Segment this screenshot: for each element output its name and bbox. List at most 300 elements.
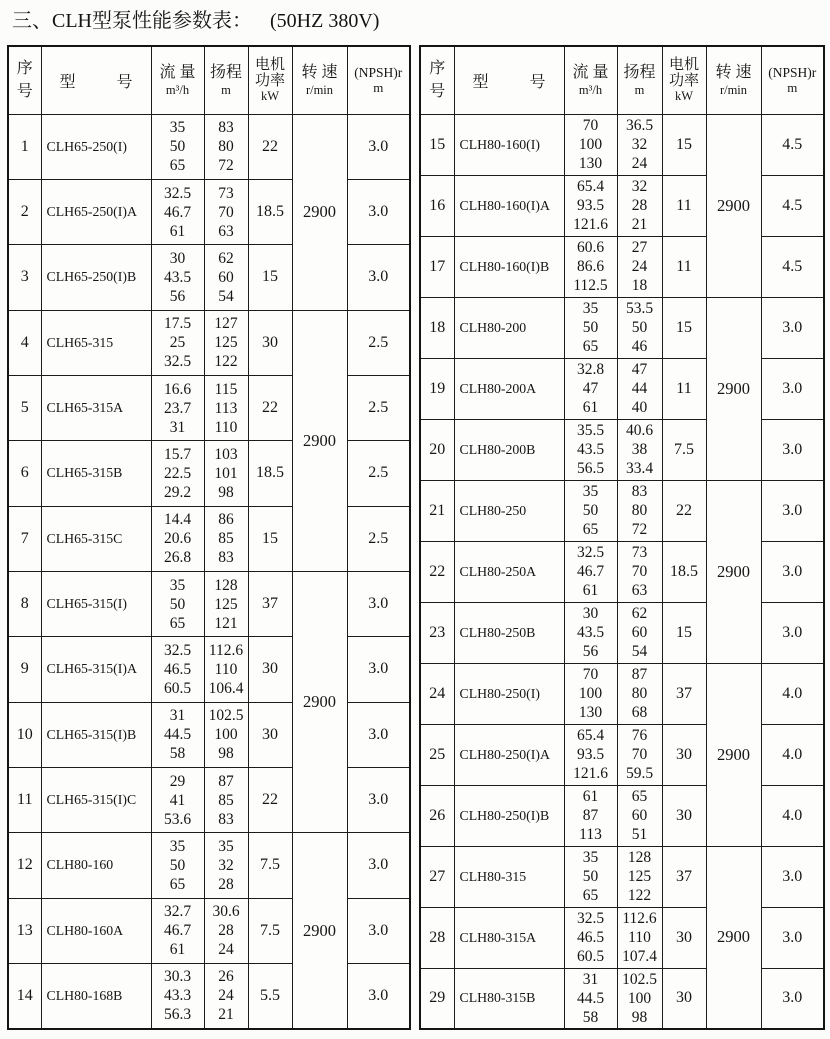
row-number-cell: 11 — [8, 767, 41, 832]
head-value: 72 — [218, 157, 234, 175]
head-value: 59.5 — [625, 765, 654, 782]
flow-value: 60.5 — [576, 948, 605, 965]
npsh-cell: 3.0 — [347, 637, 410, 702]
head-value: 73 — [218, 184, 234, 202]
power-cell: 30 — [248, 637, 292, 702]
power-cell: 15 — [248, 245, 292, 310]
page-title — [0, 0, 830, 33]
flow-value: 65 — [582, 887, 599, 904]
speed-cell: 2900 — [292, 571, 347, 832]
flow-unit: m³/h — [165, 83, 190, 98]
title-text: 三、CLH型泵性能参数表： — [12, 10, 252, 32]
flow-values-cell — [564, 480, 617, 541]
head-values-cell — [204, 767, 248, 832]
header-row — [420, 46, 824, 114]
power-cell: 37 — [248, 571, 292, 636]
model-cell: CLH80-160(I)B — [454, 236, 564, 297]
head-value: 60 — [631, 807, 648, 824]
head-value: 72 — [631, 521, 648, 538]
power-cell: 37 — [662, 846, 706, 907]
head-value: 63 — [218, 222, 234, 240]
row-number-cell: 21 — [420, 480, 454, 541]
speed-cell: 2900 — [292, 310, 347, 571]
head-values-cell — [617, 602, 662, 663]
head-label: 扬程 — [623, 64, 656, 82]
col-header-power — [662, 46, 706, 114]
head-value: 100 — [214, 726, 238, 744]
row-number-cell: 27 — [420, 846, 454, 907]
npsh-cell: 3.0 — [347, 702, 410, 767]
model-cell: CLH80-200 — [454, 297, 564, 358]
head-value: 76 — [631, 727, 648, 744]
npsh-cell: 3.0 — [761, 419, 824, 480]
power-label: 电机功率 — [254, 56, 285, 90]
flow-value: 50 — [582, 502, 599, 519]
model-cell: CLH80-250A — [454, 541, 564, 602]
head-value: 98 — [218, 483, 234, 501]
flow-value: 61 — [169, 941, 186, 959]
flow-values-cell — [151, 963, 204, 1029]
col-header-head — [204, 46, 248, 114]
npsh-cell: 3.0 — [347, 898, 410, 963]
model-cell: CLH65-315(I)A — [41, 637, 151, 702]
flow-value: 43.3 — [163, 987, 192, 1005]
flow-value: 56 — [582, 643, 599, 660]
flow-value: 31 — [169, 707, 186, 725]
row-number-cell: 28 — [420, 907, 454, 968]
power-cell: 18.5 — [662, 541, 706, 602]
power-cell: 22 — [662, 480, 706, 541]
head-value: 30.6 — [212, 903, 240, 921]
head-value: 21 — [631, 216, 648, 233]
table-row — [8, 898, 410, 963]
flow-value: 121.6 — [573, 216, 608, 233]
head-value: 122 — [627, 887, 652, 904]
row-number-cell: 16 — [420, 175, 454, 236]
flow-value: 56 — [169, 287, 186, 305]
head-value: 62 — [218, 249, 234, 267]
head-values-cell — [204, 833, 248, 898]
flow-value: 112.5 — [573, 277, 608, 294]
col-header-speed — [706, 46, 761, 114]
row-number-cell: 12 — [8, 833, 41, 898]
flow-values-cell — [151, 245, 204, 310]
head-value: 110 — [214, 660, 238, 678]
head-values-cell — [204, 245, 248, 310]
col-header-model — [41, 46, 151, 114]
power-cell: 11 — [662, 236, 706, 297]
flow-value: 22.5 — [163, 464, 192, 482]
head-value: 122 — [214, 353, 238, 371]
npsh-cell: 4.5 — [761, 175, 824, 236]
head-value: 107.4 — [622, 948, 657, 965]
head-value: 87 — [218, 772, 234, 790]
head-value: 128 — [627, 849, 652, 866]
table-row — [420, 846, 824, 907]
head-value: 24 — [631, 258, 648, 275]
npsh-cell: 3.0 — [761, 846, 824, 907]
power-unit: kW — [674, 89, 694, 104]
table-row — [420, 114, 824, 175]
row-number-cell: 24 — [420, 663, 454, 724]
flow-values-cell — [151, 506, 204, 571]
head-value: 40 — [631, 399, 648, 416]
row-number-cell: 20 — [420, 419, 454, 480]
flow-value: 70 — [582, 117, 599, 134]
head-value: 32 — [631, 178, 648, 195]
npsh-cell: 3.0 — [761, 541, 824, 602]
row-number-cell: 25 — [420, 724, 454, 785]
flow-value: 35 — [582, 849, 599, 866]
head-value: 36.5 — [625, 117, 654, 134]
power-cell: 15 — [662, 602, 706, 663]
power-cell: 22 — [248, 767, 292, 832]
head-value: 112.6 — [208, 641, 244, 659]
head-value: 98 — [218, 745, 234, 763]
row-number-cell: 22 — [420, 541, 454, 602]
col-header-flow — [151, 46, 204, 114]
head-value: 26 — [218, 968, 234, 986]
model-cell: CLH65-315(I) — [41, 571, 151, 636]
npsh-unit: m — [787, 80, 798, 96]
head-value: 46 — [631, 338, 648, 355]
head-value: 106.4 — [208, 679, 244, 697]
row-number-cell: 19 — [420, 358, 454, 419]
head-value: 54 — [218, 287, 234, 305]
flow-values-cell — [564, 724, 617, 785]
model-cell: CLH65-250(I) — [41, 114, 151, 179]
model-cell: CLH65-315 — [41, 310, 151, 375]
table-row — [8, 245, 410, 310]
table-row — [420, 602, 824, 663]
flow-value: 15.7 — [163, 445, 192, 463]
col-header-model — [454, 46, 564, 114]
flow-values-cell — [564, 114, 617, 175]
head-value: 121 — [214, 614, 238, 632]
head-values-cell — [204, 375, 248, 440]
head-value: 128 — [214, 576, 238, 594]
flow-values-cell — [564, 907, 617, 968]
head-value: 28 — [631, 197, 648, 214]
model-cell: CLH80-200B — [454, 419, 564, 480]
npsh-cell: 3.0 — [347, 833, 410, 898]
npsh-cell: 3.0 — [347, 571, 410, 636]
model-cell: CLH80-160A — [41, 898, 151, 963]
head-value: 70 — [218, 203, 234, 221]
table-row — [420, 907, 824, 968]
flow-value: 20.6 — [163, 530, 192, 548]
row-number-cell: 18 — [420, 297, 454, 358]
pump-table-right — [419, 45, 825, 1030]
head-value: 83 — [218, 119, 234, 137]
flow-value: 17.5 — [163, 315, 192, 333]
power-cell: 11 — [662, 358, 706, 419]
table-row — [420, 541, 824, 602]
npsh-cell: 3.0 — [347, 963, 410, 1029]
model-cell: CLH80-250 — [454, 480, 564, 541]
table-row — [8, 702, 410, 767]
table-row — [8, 506, 410, 571]
flow-values-cell — [564, 419, 617, 480]
flow-value: 65 — [582, 338, 599, 355]
flow-value: 61 — [582, 399, 599, 416]
model-cell: CLH65-315(I)C — [41, 767, 151, 832]
head-value: 100 — [627, 989, 652, 1007]
head-value: 60 — [631, 624, 648, 641]
flow-value: 35 — [582, 300, 599, 317]
flow-value: 58 — [582, 1008, 599, 1026]
flow-value: 44.5 — [576, 989, 605, 1007]
flow-value: 26.8 — [163, 549, 192, 567]
flow-values-cell — [151, 179, 204, 244]
npsh-cell: 4.0 — [761, 663, 824, 724]
table-row — [8, 571, 410, 636]
npsh-unit: m — [373, 80, 384, 96]
flow-value: 50 — [582, 868, 599, 885]
flow-value: 65.4 — [576, 727, 605, 744]
flow-value: 32.5 — [576, 544, 605, 561]
head-value: 80 — [631, 685, 648, 702]
power-cell: 5.5 — [248, 963, 292, 1029]
npsh-cell: 3.0 — [761, 480, 824, 541]
speed-unit: r/min — [305, 83, 334, 98]
flow-value: 93.5 — [576, 746, 605, 763]
model-cell: CLH65-315C — [41, 506, 151, 571]
flow-value: 50 — [169, 595, 186, 613]
head-value: 85 — [218, 530, 234, 548]
head-values-cell — [617, 968, 662, 1029]
col-header-seq — [420, 46, 454, 114]
table-row — [8, 833, 410, 898]
flow-value: 32.5 — [576, 910, 605, 927]
col-header-head — [617, 46, 662, 114]
flow-values-cell — [151, 833, 204, 898]
head-values-cell — [204, 963, 248, 1029]
head-values-cell — [617, 907, 662, 968]
speed-cell: 2900 — [292, 114, 347, 310]
table-row — [420, 785, 824, 846]
flow-values-cell — [151, 767, 204, 832]
head-value: 27 — [631, 239, 648, 256]
header-row — [8, 46, 410, 114]
head-value: 83 — [218, 549, 234, 567]
flow-value: 65 — [169, 157, 186, 175]
table-row — [420, 358, 824, 419]
head-value: 98 — [631, 1008, 648, 1026]
head-values-cell — [617, 785, 662, 846]
head-values-cell — [617, 175, 662, 236]
flow-values-cell — [151, 114, 204, 179]
head-value: 80 — [218, 138, 234, 156]
speed-label: 转 速 — [301, 64, 338, 82]
row-number-cell: 4 — [8, 310, 41, 375]
flow-value: 61 — [582, 788, 599, 805]
flow-value: 29.2 — [163, 483, 192, 501]
flow-values-cell — [564, 358, 617, 419]
table-row — [8, 310, 410, 375]
flow-value: 61 — [582, 582, 599, 599]
head-value: 125 — [627, 868, 652, 885]
flow-value: 29 — [169, 772, 186, 790]
col-header-power — [248, 46, 292, 114]
power-cell: 11 — [662, 175, 706, 236]
npsh-cell: 3.0 — [347, 245, 410, 310]
flow-value: 56.3 — [163, 1006, 192, 1024]
head-value: 125 — [214, 334, 238, 352]
model-cell: CLH80-250(I)A — [454, 724, 564, 785]
power-cell: 30 — [248, 702, 292, 767]
npsh-cell: 3.0 — [761, 968, 824, 1029]
head-values-cell — [617, 297, 662, 358]
row-number-cell: 2 — [8, 179, 41, 244]
power-cell: 30 — [662, 785, 706, 846]
flow-value: 43.5 — [163, 268, 192, 286]
row-number-cell: 8 — [8, 571, 41, 636]
table-row — [420, 968, 824, 1029]
flow-value: 44.5 — [163, 726, 192, 744]
flow-value: 61 — [169, 222, 186, 240]
flow-value: 65 — [582, 521, 599, 538]
speed-cell: 2900 — [706, 114, 761, 297]
npsh-cell: 3.0 — [347, 767, 410, 832]
table-row — [8, 963, 410, 1029]
flow-values-cell — [564, 663, 617, 724]
flow-value: 100 — [578, 685, 603, 702]
npsh-label: (NPSH)r — [768, 65, 817, 80]
row-number-cell: 1 — [8, 114, 41, 179]
flow-value: 121.6 — [573, 765, 608, 782]
head-value: 35 — [218, 837, 234, 855]
head-values-cell — [204, 114, 248, 179]
npsh-cell: 3.0 — [761, 358, 824, 419]
flow-label: 流 量 — [572, 64, 609, 82]
head-values-cell — [204, 637, 248, 702]
flow-values-cell — [151, 637, 204, 702]
flow-values-cell — [564, 236, 617, 297]
head-value: 40.6 — [625, 422, 654, 439]
row-number-cell: 7 — [8, 506, 41, 571]
flow-value: 14.4 — [163, 511, 192, 529]
power-unit: kW — [260, 89, 280, 104]
table-row — [8, 179, 410, 244]
power-cell: 30 — [662, 907, 706, 968]
table-row — [420, 663, 824, 724]
npsh-cell: 3.0 — [761, 602, 824, 663]
flow-value: 35 — [169, 576, 186, 594]
npsh-cell: 3.0 — [347, 114, 410, 179]
table-body — [420, 114, 824, 1029]
row-number-cell: 15 — [420, 114, 454, 175]
head-value: 62 — [631, 605, 648, 622]
head-values-cell — [617, 114, 662, 175]
row-number-cell: 6 — [8, 441, 41, 506]
flow-value: 35 — [582, 483, 599, 500]
flow-value: 65 — [169, 875, 186, 893]
flow-value: 100 — [578, 136, 603, 153]
power-cell: 30 — [248, 310, 292, 375]
flow-values-cell — [564, 846, 617, 907]
npsh-label: (NPSH)r — [354, 65, 403, 80]
flow-value: 35.5 — [576, 422, 605, 439]
row-number-cell: 3 — [8, 245, 41, 310]
head-value: 32 — [631, 136, 648, 153]
table-header — [8, 46, 410, 114]
head-value: 113 — [214, 399, 238, 417]
flow-value: 113 — [579, 826, 602, 843]
col-header-speed — [292, 46, 347, 114]
head-value: 53.5 — [625, 300, 654, 317]
flow-value: 35 — [169, 119, 186, 137]
table-row — [420, 419, 824, 480]
head-value: 38 — [631, 441, 648, 458]
speed-cell: 2900 — [292, 833, 347, 1029]
flow-value: 60.5 — [163, 679, 192, 697]
row-number-cell: 5 — [8, 375, 41, 440]
head-values-cell — [204, 179, 248, 244]
head-value: 127 — [214, 315, 238, 333]
flow-value: 30.3 — [163, 968, 192, 986]
flow-value: 31 — [169, 418, 186, 436]
col-header-seq — [8, 46, 41, 114]
head-value: 83 — [631, 483, 648, 500]
head-value: 102.5 — [622, 970, 657, 988]
head-value: 86 — [218, 511, 234, 529]
npsh-cell: 3.0 — [761, 907, 824, 968]
head-value: 68 — [631, 704, 648, 721]
flow-value: 46.5 — [163, 660, 192, 678]
head-value: 32 — [218, 856, 234, 874]
flow-value: 32.8 — [576, 361, 605, 378]
flow-values-cell — [564, 785, 617, 846]
head-unit: m — [634, 83, 645, 98]
flow-value: 30 — [582, 605, 599, 622]
flow-value: 50 — [169, 138, 186, 156]
head-value: 60 — [218, 268, 234, 286]
head-value: 24 — [218, 941, 234, 959]
flow-values-cell — [151, 702, 204, 767]
flow-value: 50 — [169, 856, 186, 874]
head-values-cell — [617, 724, 662, 785]
flow-values-cell — [564, 175, 617, 236]
head-value: 102.5 — [208, 707, 244, 725]
model-cell: CLH80-250(I) — [454, 663, 564, 724]
power-label: 电机功率 — [668, 56, 699, 90]
flow-label: 流 量 — [159, 64, 196, 82]
flow-values-cell — [564, 602, 617, 663]
row-number-cell: 29 — [420, 968, 454, 1029]
table-row — [420, 297, 824, 358]
table-row — [8, 375, 410, 440]
npsh-cell: 4.0 — [761, 785, 824, 846]
head-value: 87 — [631, 666, 648, 683]
head-value: 112.6 — [622, 910, 657, 927]
flow-value: 47 — [582, 380, 599, 397]
power-cell: 30 — [662, 724, 706, 785]
head-value: 85 — [218, 791, 234, 809]
power-cell: 7.5 — [248, 898, 292, 963]
head-value: 44 — [631, 380, 648, 397]
col-header-flow — [564, 46, 617, 114]
head-value: 63 — [631, 582, 648, 599]
head-values-cell — [204, 506, 248, 571]
head-value: 65 — [631, 788, 648, 805]
npsh-cell: 3.0 — [347, 179, 410, 244]
model-cell: CLH80-315 — [454, 846, 564, 907]
head-value: 80 — [631, 502, 648, 519]
table-body — [8, 114, 410, 1029]
flow-values-cell — [564, 968, 617, 1029]
flow-unit: m³/h — [578, 83, 603, 98]
